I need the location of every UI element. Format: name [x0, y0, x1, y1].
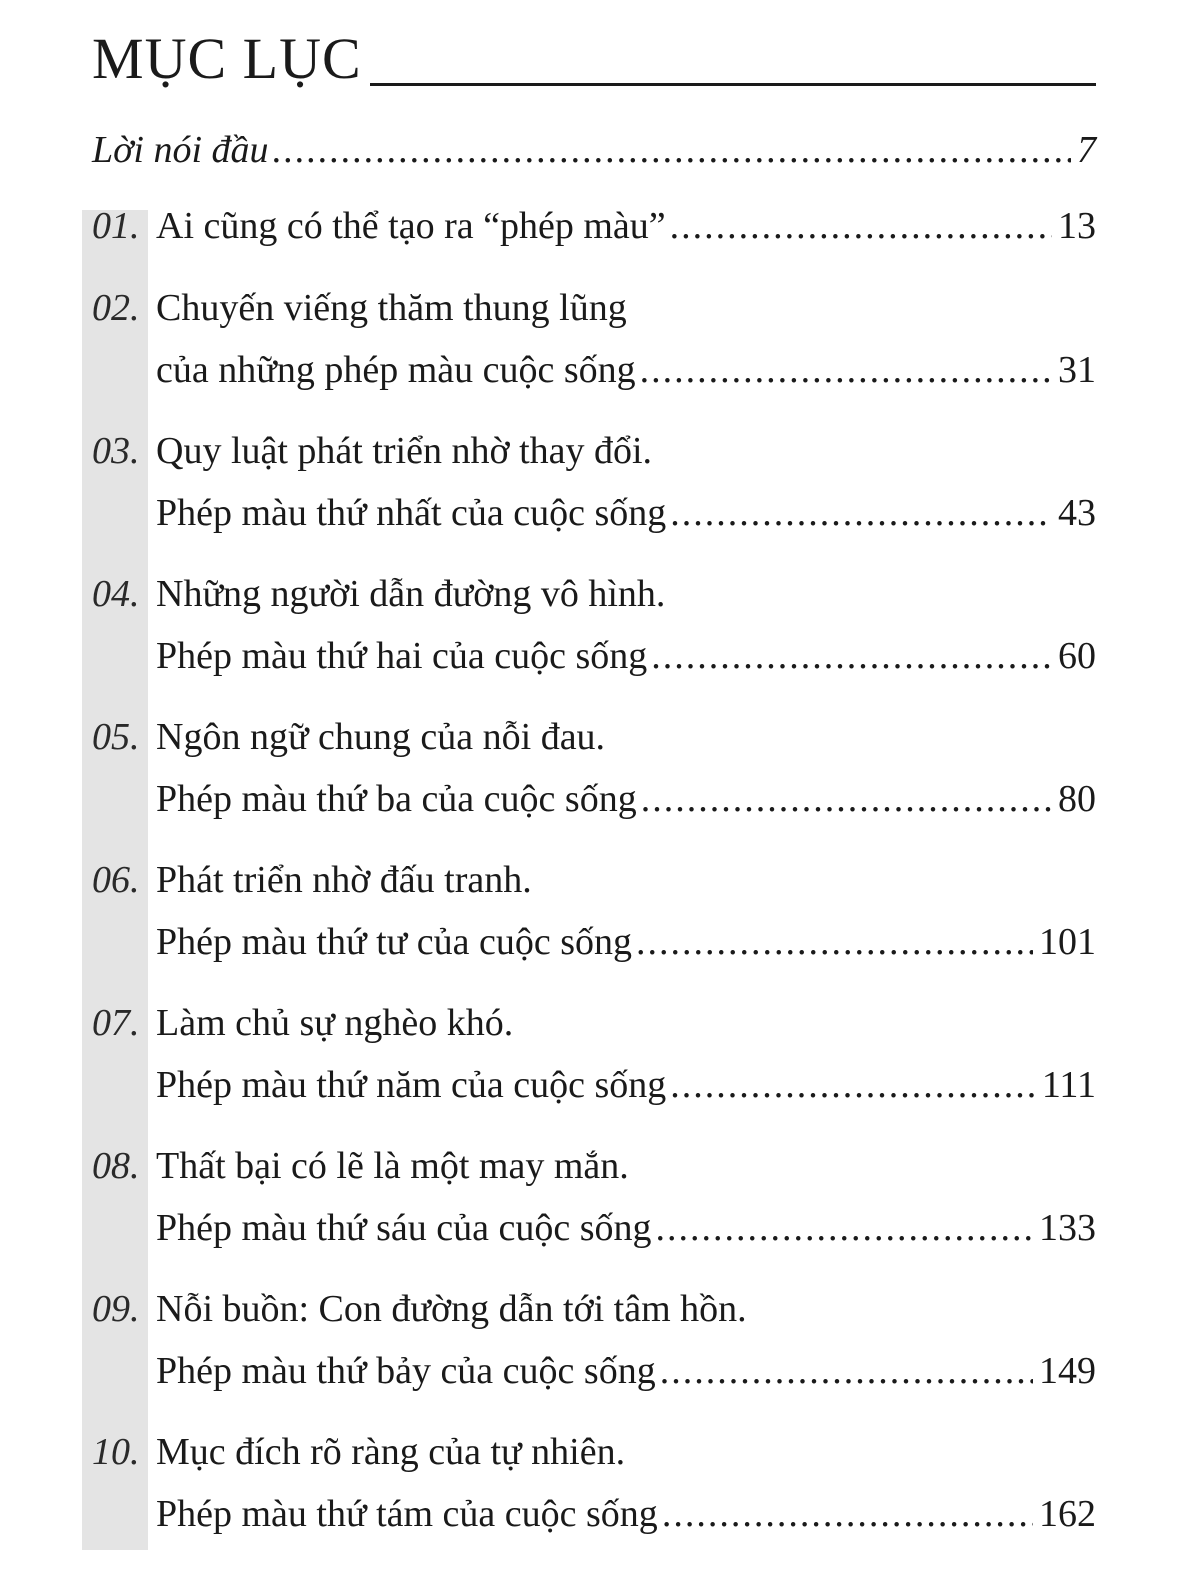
chapter-subtitle: Phép màu thứ ba của cuộc sống [156, 778, 637, 820]
toc-entry [92, 572, 1096, 696]
toc-entry [92, 858, 1096, 982]
chapter-title: Quy luật phát triển nhờ thay đổi. [156, 430, 653, 472]
chapter-number: 08. [92, 1145, 140, 1187]
chapter-subtitle: của những phép màu cuộc sống [156, 349, 636, 391]
toc-entry-line [92, 715, 1096, 777]
dot-leader [660, 1349, 1033, 1393]
toc-entry-line [92, 777, 1096, 839]
page-number: 101 [1039, 921, 1096, 963]
intro-label: Lời nói đầu [92, 129, 269, 171]
toc-intro-row [92, 128, 1096, 176]
intro-page-number: 7 [1077, 129, 1096, 171]
toc-entry-line [92, 204, 1096, 266]
toc-entry-line [92, 1492, 1096, 1554]
chapter-number: 07. [92, 1002, 140, 1044]
toc-entry-line [92, 286, 1096, 348]
toc-entry-line [92, 1349, 1096, 1411]
chapter-number: 01. [92, 205, 140, 247]
page-number: 31 [1058, 349, 1096, 391]
chapter-subtitle: Phép màu thứ sáu của cuộc sống [156, 1207, 652, 1249]
chapter-title: Ngôn ngữ chung của nỗi đau. [156, 716, 606, 758]
dot-leader [670, 1063, 1036, 1107]
chapter-subtitle: Phép màu thứ bảy của cuộc sống [156, 1350, 656, 1392]
toc-entry [92, 1287, 1096, 1411]
chapter-number: 06. [92, 859, 140, 901]
toc-entry-line [92, 429, 1096, 491]
chapter-subtitle: Phép màu thứ tám của cuộc sống [156, 1493, 658, 1535]
toc-entry-line [92, 1063, 1096, 1125]
dot-leader [641, 777, 1052, 821]
page-number: 60 [1058, 635, 1096, 677]
toc-header [92, 18, 1096, 91]
toc-entry-line [92, 1287, 1096, 1349]
toc-entry-line [92, 1206, 1096, 1268]
page-number: 80 [1058, 778, 1096, 820]
dot-leader [273, 128, 1071, 172]
toc-entry-line [92, 491, 1096, 553]
dot-leader [670, 491, 1052, 535]
chapter-title: Làm chủ sự nghèo khó. [156, 1002, 514, 1044]
toc-entry-line [92, 634, 1096, 696]
toc-entry [92, 1001, 1096, 1125]
toc-entry-line [92, 348, 1096, 410]
chapter-title: Nỗi buồn: Con đường dẫn tới tâm hồn. [156, 1288, 747, 1330]
chapter-title: Những người dẫn đường vô hình. [156, 573, 666, 615]
toc-entry-line [92, 1001, 1096, 1063]
page-number: 149 [1039, 1350, 1096, 1392]
toc-entry [92, 204, 1096, 266]
toc-entry [92, 1430, 1096, 1554]
dot-leader [655, 1206, 1033, 1250]
toc-entry-line [92, 1144, 1096, 1206]
dot-leader [651, 634, 1052, 678]
chapter-subtitle: Phép màu thứ hai của cuộc sống [156, 635, 648, 677]
chapter-number: 10. [92, 1431, 140, 1473]
chapter-number: 04. [92, 573, 140, 615]
chapter-title: Ai cũng có thể tạo ra “phép màu” [156, 205, 666, 247]
page-number: 13 [1058, 205, 1096, 247]
chapter-title: Chuyến viếng thăm thung lũng [156, 287, 627, 329]
page-title: MỤC LỤC [92, 26, 362, 91]
toc-entry [92, 715, 1096, 839]
chapter-title: Thất bại có lẽ là một may mắn. [156, 1145, 629, 1187]
page-number: 43 [1058, 492, 1096, 534]
chapter-subtitle: Phép màu thứ tư của cuộc sống [156, 921, 632, 963]
toc-entry [92, 429, 1096, 553]
toc-entry [92, 1144, 1096, 1268]
chapter-subtitle: Phép màu thứ nhất của cuộc sống [156, 492, 667, 534]
page-number: 111 [1041, 1064, 1096, 1106]
chapter-title: Mục đích rõ ràng của tự nhiên. [156, 1431, 626, 1473]
toc-entry-line [92, 858, 1096, 920]
dot-leader [662, 1492, 1033, 1536]
chapter-title: Phát triển nhờ đấu tranh. [156, 859, 532, 901]
chapter-number: 02. [92, 287, 140, 329]
dot-leader [670, 204, 1052, 248]
toc-entry-line [92, 572, 1096, 634]
chapter-subtitle: Phép màu thứ năm của cuộc sống [156, 1064, 667, 1106]
toc-entry-line [92, 1430, 1096, 1492]
chapter-number: 05. [92, 716, 140, 758]
page-number: 162 [1039, 1493, 1096, 1535]
page-number: 133 [1039, 1207, 1096, 1249]
chapter-number: 03. [92, 430, 140, 472]
title-rule [370, 83, 1096, 86]
chapter-number: 09. [92, 1288, 140, 1330]
toc-entry [92, 286, 1096, 410]
toc-entry-line [92, 920, 1096, 982]
dot-leader [640, 348, 1052, 392]
dot-leader [636, 920, 1033, 964]
